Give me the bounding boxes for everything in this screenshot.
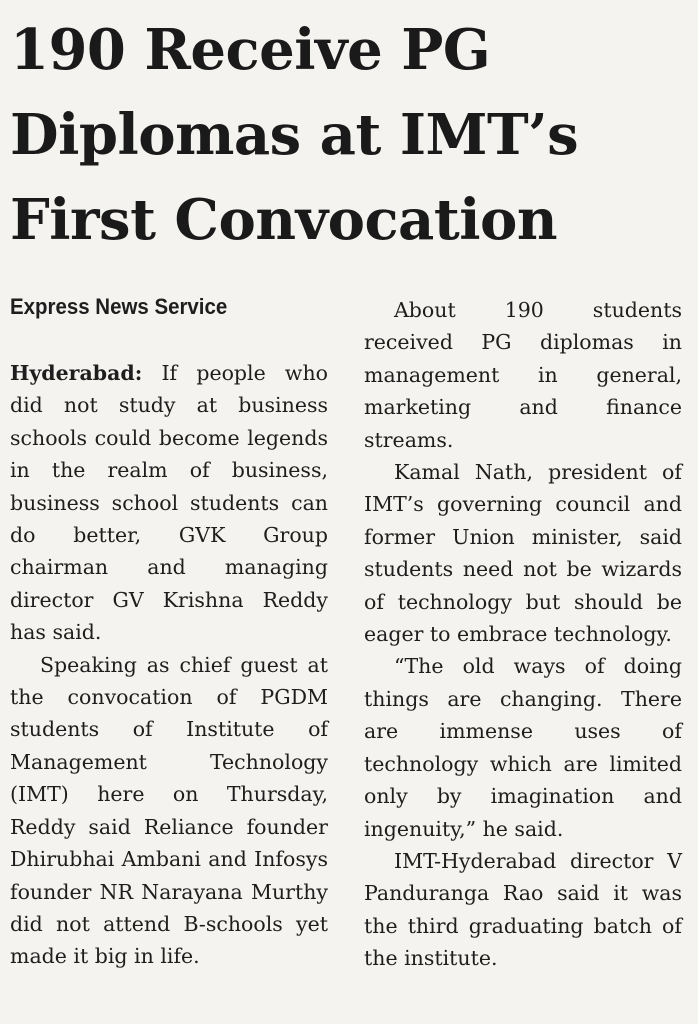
article-paragraph-2: Speaking as chief guest at the convocation of PGDM students of Institute of Management Technology (IMT) here on Thursday, Reddy said Reliance founder Dhirubhai Ambani and Infosys founder NR Narayana Murthy did not attend B-schools yet made it big in life. xyxy=(10,652,328,969)
article-column-left xyxy=(10,357,328,973)
headline xyxy=(10,8,690,263)
article-paragraph-5: “The old ways of doing things are changing. There are immense uses of technology which are limited only by imagination and ingenuity,” he said. xyxy=(364,654,682,841)
paragraph-1-text: If people who did not study at business schools could become legends in the realm of business, business school students can do better, GVK Group chairman and managing director GV Krishna Reddy has said. xyxy=(10,361,328,645)
headline-line-2: Diplomas at IMT’s xyxy=(10,102,579,168)
dateline: Hyderabad: xyxy=(10,361,143,385)
article-column-right xyxy=(364,294,682,975)
article-paragraph-3: About 190 students received PG diplomas in management in general, marketing and finance streams. xyxy=(364,298,682,452)
headline-line-3: First Convocation xyxy=(10,187,558,253)
headline-line-1: 190 Receive PG xyxy=(10,17,491,83)
article-paragraph-1 xyxy=(10,357,328,649)
byline: Express News Service xyxy=(10,294,228,319)
article-paragraph-6: IMT-Hyderabad director V Panduranga Rao said it was the third graduating batch of the institute. xyxy=(364,848,682,971)
article-paragraph-4: Kamal Nath, president of IMT’s governing council and former Union minister, said students need not be wizards of technology but should be eager to embrace technology. xyxy=(364,460,682,647)
